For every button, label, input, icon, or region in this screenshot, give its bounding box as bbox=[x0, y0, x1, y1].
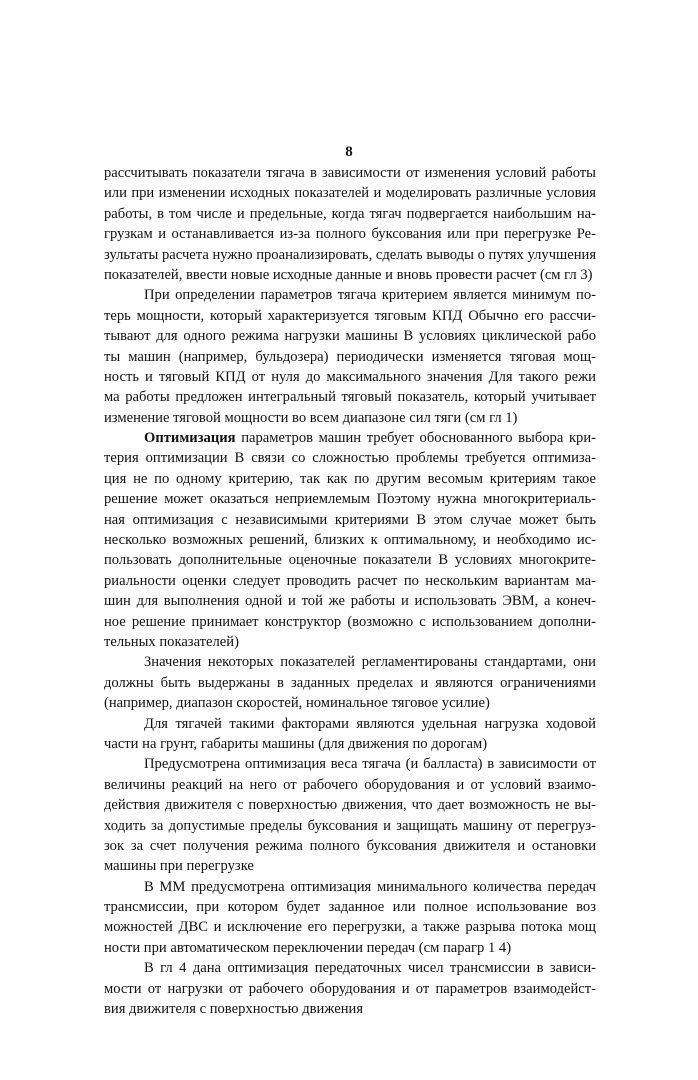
bold-term: Оптимизация bbox=[144, 430, 236, 447]
paragraph-6 bbox=[104, 754, 596, 876]
text-line: терь мощности, который характеризуется тяговым КПД Обычно его рассчи- bbox=[104, 307, 596, 324]
text-line: величины реакций на него от рабочего оборудования и от условий взаимо- bbox=[104, 776, 596, 793]
text-line: несколько возможных решений, близких к оптимальному, и необходимо ис- bbox=[104, 532, 596, 549]
text-line: Для тягачей такими факторами являются удельная нагрузка ходовой bbox=[144, 715, 596, 732]
text-line: шин для выполнения одной и той же работы и использовать ЭВМ, а конеч- bbox=[104, 593, 596, 610]
text-line: риальности оценки следует проводить расчет по нескольким вариантам ма- bbox=[104, 572, 596, 589]
text-line: ходить за допустимые пределы буксования и защищать машину от перегруз- bbox=[104, 817, 596, 834]
text-line: тельных показателей) bbox=[104, 633, 239, 650]
text-line: изменение тяговой мощности во всем диапазоне сил тяги (см гл 1) bbox=[104, 409, 518, 426]
text-line: или при изменении исходных показателей и моделировать различные условия bbox=[104, 185, 596, 202]
paragraph-7 bbox=[104, 877, 596, 959]
page-number: 8 bbox=[345, 144, 353, 160]
text-line: Предусмотрена оптимизация веса тягача (и балласта) в зависимости от bbox=[144, 756, 596, 773]
text-line: ты машин (например, бульдозера) периодически изменяется тяговая мощ- bbox=[104, 348, 596, 365]
text-line: рассчитывать показатели тягача в зависимости от изменения условий работы bbox=[104, 165, 596, 181]
text-line: зультаты расчета нужно проанализировать, сделать выводы о путях улучшения bbox=[104, 246, 597, 263]
text-line: (например, диапазон скоростей, номинальное тяговое усилие) bbox=[104, 695, 490, 712]
text-line: вия движителя с поверхностью движения bbox=[104, 1001, 364, 1018]
text-line: машины при перегрузке bbox=[104, 858, 254, 875]
text-line: грузкам и останавливается из-за полного буксования или при перегрузке Ре- bbox=[104, 226, 596, 243]
paragraph-5 bbox=[104, 714, 596, 755]
text-line: трансмиссии, при котором будет заданное или полное использование воз bbox=[104, 899, 596, 916]
text-line-rest: параметров машин требует обоснованного выбора кри- bbox=[235, 430, 596, 447]
text-line: ная оптимизация с независимыми критериями В этом случае может быть bbox=[104, 511, 596, 528]
body-text bbox=[104, 163, 596, 1019]
text-line: ное решение принимает конструктор (возможно с использованием дополни- bbox=[104, 613, 596, 630]
text-line: ность и тяговый КПД от нуля до максимального значения Для такого режи bbox=[104, 368, 596, 385]
text-line: действия движителя с поверхностью движения, что дает возможность не вы- bbox=[104, 797, 596, 814]
text-line: зок за счет получения режима полного буксования движителя и остановки bbox=[104, 837, 596, 854]
text-line: ция не по одному критерию, так как по другим весомым критериям такое bbox=[104, 470, 596, 487]
text-line: ности при автоматическом переключении передач (см парагр 1 4) bbox=[104, 939, 512, 956]
text-line: При определении параметров тягача критерием является минимум по- bbox=[144, 287, 596, 304]
text-line: тывают для одного режима нагрузки машины В условиях циклической рабо bbox=[104, 328, 596, 345]
text-line: можностей ДВС и исключение его перегрузки, а также разрыва потока мощ bbox=[104, 919, 596, 936]
paragraph-1 bbox=[104, 163, 596, 285]
text-line: части на грунт, габариты машины (для движения по дорогам) bbox=[104, 735, 488, 752]
text-line: пользовать дополнительные оценочные показатели В условиях многокрите- bbox=[104, 552, 596, 569]
paragraph-2 bbox=[104, 285, 596, 428]
text-line: работы, в том числе и предельные, когда тягач подвергается наибольшим на- bbox=[104, 205, 596, 222]
paragraph-8 bbox=[104, 958, 596, 1019]
text-line: мости от нагрузки от рабочего оборудования и от параметров взаимодейст- bbox=[104, 980, 596, 997]
text-line: Значения некоторых показателей регламентированы стандартами, они bbox=[144, 654, 596, 671]
paragraph-4 bbox=[104, 652, 596, 713]
text-line: должны быть выдержаны в заданных пределах и являются ограничениями bbox=[104, 674, 596, 691]
text-line bbox=[104, 428, 596, 448]
paragraph-3 bbox=[104, 428, 596, 652]
text-line: В ММ предусмотрена оптимизация минимального количества передач bbox=[144, 878, 596, 895]
text-line: терия оптимизации В связи со сложностью проблемы требуется оптимиза- bbox=[104, 450, 596, 467]
text-line: ма работы предложен интегральный тяговый показатель, который учитывает bbox=[104, 389, 596, 406]
text-line: показателей, ввести новые исходные данные и вновь провести расчет (см гл 3) bbox=[104, 266, 593, 283]
text-line: В гл 4 дана оптимизация передаточных чисел трансмиссии в зависи- bbox=[144, 960, 596, 977]
text-line: решение может оказаться неприемлемым Поэтому нужна многокритериаль- bbox=[104, 491, 596, 508]
